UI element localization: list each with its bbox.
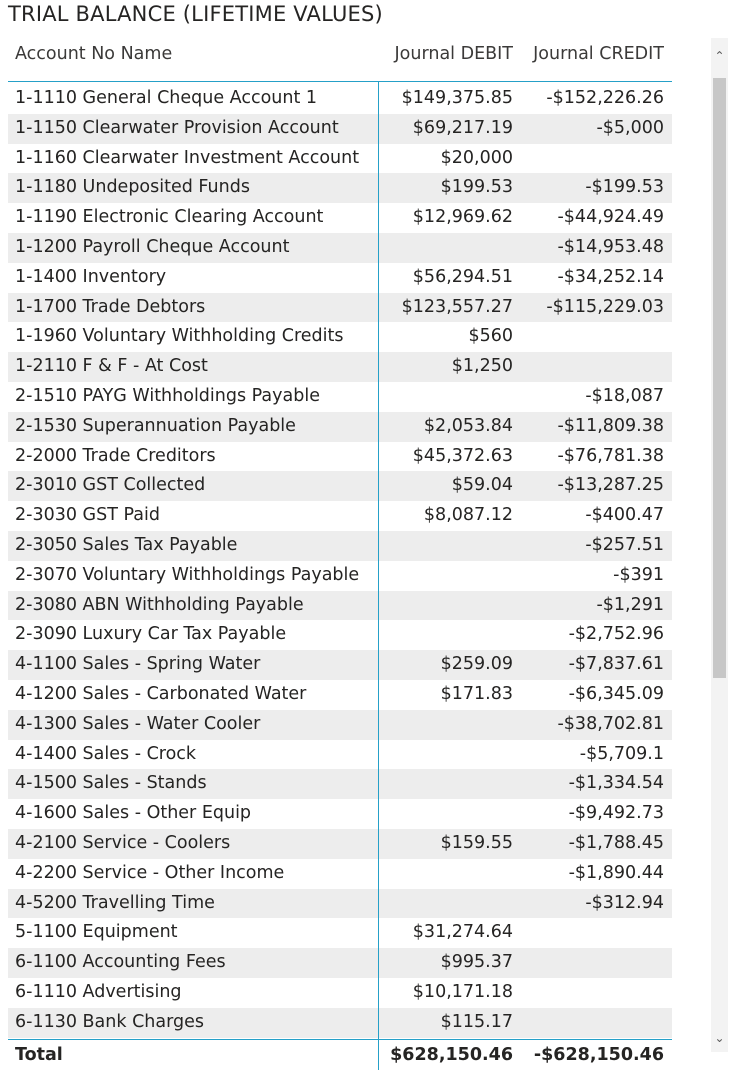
cell-debit: $995.37 xyxy=(440,952,513,973)
total-row xyxy=(8,1039,672,1071)
cell-debit: $2,053.84 xyxy=(423,415,513,436)
cell-credit: -$1,788.45 xyxy=(568,832,664,853)
cell-credit: -$1,890.44 xyxy=(568,862,664,883)
cell-debit: $149,375.85 xyxy=(401,88,513,108)
table-row[interactable] xyxy=(8,978,672,1008)
cell-account-name: 4-1200 Sales - Carbonated Water xyxy=(15,683,307,704)
cell-account-name: 1-1180 Undeposited Funds xyxy=(15,177,250,198)
table-row[interactable] xyxy=(8,620,672,650)
total-debit: $628,150.46 xyxy=(390,1045,513,1065)
cell-credit: -$199.53 xyxy=(585,177,664,198)
cell-debit: $1,250 xyxy=(451,356,513,377)
cell-credit: -$44,924.49 xyxy=(557,207,664,228)
cell-credit: -$9,492.73 xyxy=(568,803,664,824)
table-row[interactable] xyxy=(8,918,672,948)
cell-credit: -$115,229.03 xyxy=(546,296,664,317)
cell-debit: $560 xyxy=(468,326,513,347)
cell-account-name: 5-1100 Equipment xyxy=(15,922,178,943)
cell-credit: -$38,702.81 xyxy=(557,713,664,734)
scrollbar-thumb[interactable] xyxy=(713,78,726,678)
cell-credit: -$11,809.38 xyxy=(557,415,664,436)
table-row[interactable] xyxy=(8,203,672,233)
cell-debit: $69,217.19 xyxy=(412,117,513,138)
cell-account-name: 4-5200 Travelling Time xyxy=(15,892,215,913)
cell-debit: $171.83 xyxy=(440,683,513,704)
table-header xyxy=(8,38,672,82)
cell-credit: -$1,334.54 xyxy=(568,773,664,794)
visual-title: TRIAL BALANCE (LIFETIME VALUES) xyxy=(8,2,383,26)
table-row[interactable] xyxy=(8,650,672,680)
cell-account-name: 2-2000 Trade Creditors xyxy=(15,445,216,466)
table-body xyxy=(8,84,672,1038)
cell-debit: $259.09 xyxy=(440,654,513,675)
cell-account-name: 4-1100 Sales - Spring Water xyxy=(15,654,261,675)
table-row[interactable] xyxy=(8,710,672,740)
cell-credit: -$400.47 xyxy=(585,505,664,526)
table-row[interactable] xyxy=(8,293,672,323)
table-row[interactable] xyxy=(8,382,672,412)
cell-debit: $10,171.18 xyxy=(412,981,513,1002)
cell-account-name: 1-1700 Trade Debtors xyxy=(15,296,206,317)
cell-account-name: 1-1960 Voluntary Withholding Credits xyxy=(15,326,344,347)
cell-account-name: 2-3050 Sales Tax Payable xyxy=(15,534,238,555)
table-row[interactable] xyxy=(8,501,672,531)
table-row[interactable] xyxy=(8,799,672,829)
cell-account-name: 2-3030 GST Paid xyxy=(15,505,160,526)
cell-credit: -$14,953.48 xyxy=(557,236,664,257)
table-row[interactable] xyxy=(8,263,672,293)
cell-credit: -$7,837.61 xyxy=(568,654,664,675)
cell-account-name: 2-1530 Superannuation Payable xyxy=(15,415,296,436)
table-row[interactable] xyxy=(8,591,672,621)
cell-credit: -$257.51 xyxy=(585,534,664,555)
cell-account-name: 6-1100 Accounting Fees xyxy=(15,952,226,973)
column-header-credit[interactable]: Journal CREDIT xyxy=(533,44,664,64)
cell-account-name: 4-1600 Sales - Other Equip xyxy=(15,803,252,824)
cell-debit: $8,087.12 xyxy=(423,505,513,526)
cell-credit: -$1,291 xyxy=(596,594,664,615)
cell-account-name: 1-1150 Clearwater Provision Account xyxy=(15,117,339,138)
table-row[interactable] xyxy=(8,144,672,174)
cell-credit: -$391 xyxy=(613,564,664,585)
table-row[interactable] xyxy=(8,829,672,859)
cell-account-name: 4-2200 Service - Other Income xyxy=(15,862,285,883)
table-row[interactable] xyxy=(8,561,672,591)
cell-debit: $12,969.62 xyxy=(412,207,513,228)
table-row[interactable] xyxy=(8,84,672,114)
cell-debit: $45,372.63 xyxy=(412,445,513,466)
table-row[interactable] xyxy=(8,1008,672,1038)
cell-account-name: 2-3010 GST Collected xyxy=(15,475,206,496)
cell-debit: $123,557.27 xyxy=(401,296,513,317)
cell-debit: $159.55 xyxy=(440,832,513,853)
table-row[interactable] xyxy=(8,859,672,889)
table-row[interactable] xyxy=(8,889,672,919)
table-row[interactable] xyxy=(8,948,672,978)
cell-credit: -$6,345.09 xyxy=(568,683,664,704)
cell-account-name: 4-2100 Service - Coolers xyxy=(15,832,231,853)
table-row[interactable] xyxy=(8,322,672,352)
table-row[interactable] xyxy=(8,442,672,472)
table-row[interactable] xyxy=(8,769,672,799)
cell-credit: -$5,000 xyxy=(596,117,664,138)
cell-credit: -$5,709.1 xyxy=(579,743,664,764)
cell-debit: $56,294.51 xyxy=(412,266,513,287)
cell-credit: -$76,781.38 xyxy=(557,445,664,466)
vertical-scrollbar[interactable] xyxy=(711,38,728,1052)
table-row[interactable] xyxy=(8,352,672,382)
total-credit: -$628,150.46 xyxy=(533,1045,664,1065)
cell-debit: $31,274.64 xyxy=(412,922,513,943)
cell-account-name: 1-1400 Inventory xyxy=(15,266,167,287)
cell-credit: -$2,752.96 xyxy=(568,624,664,645)
table-row[interactable] xyxy=(8,412,672,442)
cell-account-name: 1-1110 General Cheque Account 1 xyxy=(15,88,318,108)
cell-debit: $20,000 xyxy=(440,147,513,168)
cell-debit: $59.04 xyxy=(451,475,513,496)
table-row[interactable] xyxy=(8,531,672,561)
cell-credit: -$152,226.26 xyxy=(546,88,664,108)
cell-account-name: 6-1130 Bank Charges xyxy=(15,1011,204,1032)
cell-account-name: 1-1160 Clearwater Investment Account xyxy=(15,147,360,168)
table-row[interactable] xyxy=(8,740,672,770)
cell-debit: $115.17 xyxy=(440,1011,513,1032)
column-divider xyxy=(378,81,379,1070)
cell-account-name: 1-1200 Payroll Cheque Account xyxy=(15,236,290,257)
cell-account-name: 1-2110 F & F - At Cost xyxy=(15,356,208,377)
cell-debit: $199.53 xyxy=(440,177,513,198)
table-row[interactable] xyxy=(8,114,672,144)
column-header-account[interactable]: Account No Name xyxy=(15,44,173,64)
cell-account-name: 6-1110 Advertising xyxy=(15,981,182,1002)
column-header-debit[interactable]: Journal DEBIT xyxy=(394,44,513,64)
cell-account-name: 2-3070 Voluntary Withholdings Payable xyxy=(15,564,360,585)
cell-account-name: 4-1300 Sales - Water Cooler xyxy=(15,713,261,734)
cell-account-name: 2-3090 Luxury Car Tax Payable xyxy=(15,624,287,645)
cell-credit: -$312.94 xyxy=(585,892,664,913)
table-row[interactable] xyxy=(8,233,672,263)
total-label: Total xyxy=(15,1045,63,1065)
table-row[interactable] xyxy=(8,471,672,501)
cell-account-name: 1-1190 Electronic Clearing Account xyxy=(15,207,324,228)
cell-credit: -$34,252.14 xyxy=(557,266,664,287)
cell-account-name: 4-1500 Sales - Stands xyxy=(15,773,207,794)
cell-credit: -$18,087 xyxy=(585,385,664,406)
cell-account-name: 2-1510 PAYG Withholdings Payable xyxy=(15,385,320,406)
cell-account-name: 4-1400 Sales - Crock xyxy=(15,743,197,764)
table xyxy=(8,38,672,1072)
cell-credit: -$13,287.25 xyxy=(557,475,664,496)
cell-account-name: 2-3080 ABN Withholding Payable xyxy=(15,594,304,615)
table-row[interactable] xyxy=(8,680,672,710)
chevron-down-icon[interactable]: ⌄ xyxy=(714,1031,725,1045)
chevron-up-icon[interactable]: ⌃ xyxy=(714,49,725,63)
table-row[interactable] xyxy=(8,173,672,203)
